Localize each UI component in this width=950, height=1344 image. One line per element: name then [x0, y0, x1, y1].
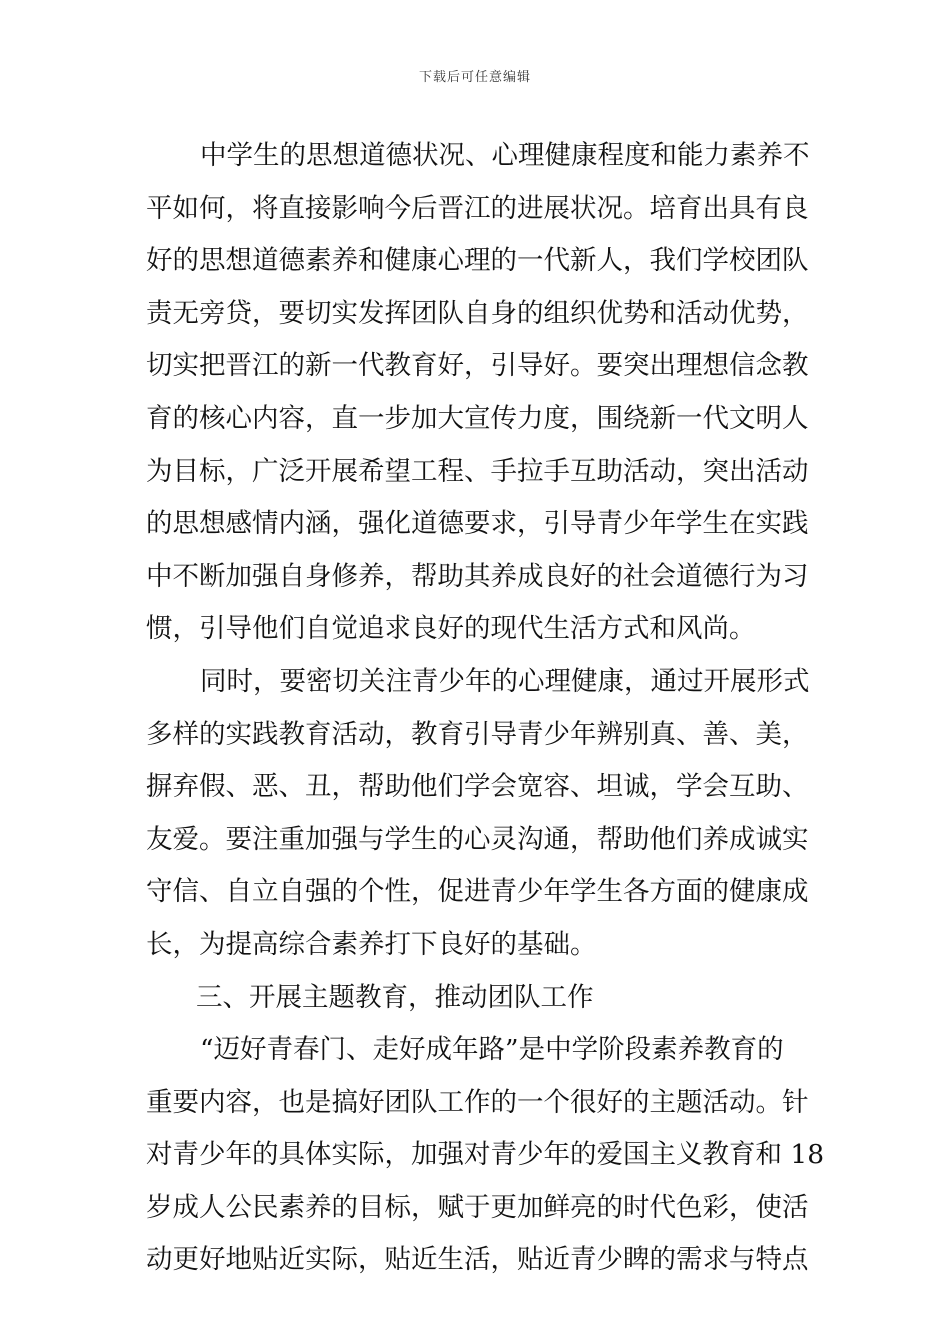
text-line: 中不断加强自身修养，帮助其养成良好的社会道德行为习 — [146, 560, 809, 592]
paragraph-2 — [146, 656, 808, 972]
text-line: 育的核心内容，直一步加大宣传力度，围绕新一代文明人 — [146, 402, 809, 434]
text-line: “迈好青春门、走好成年路”是中学阶段素养教育的 — [200, 1034, 784, 1066]
text-line: 多样的实践教育活动，教育引导青少年辨别真、善、美， — [146, 718, 809, 750]
text-line: 守信、自立自强的个性，促进青少年学生各方面的健康成 — [146, 876, 809, 908]
document-body — [146, 130, 825, 1287]
text-line: 长，为提高综合素养打下良好的基础。 — [146, 928, 597, 960]
text-line: 的思想感情内涵，强化道德要求，引导青少年学生在实践 — [146, 508, 809, 540]
text-line: 好的思想道德素养和健康心理的一代新人，我们学校团队 — [146, 245, 809, 277]
paragraph-3 — [146, 1024, 825, 1287]
text-line: 动更好地贴近实际，贴近生活，贴近青少睥的需求与特点 — [146, 1244, 809, 1276]
section-heading-text: 三、开展主题教育，推动团队工作 — [196, 981, 594, 1013]
text-line: 摒弃假、恶、丑，帮助他们学会宽容、坦诚，学会互助、 — [146, 771, 809, 803]
text-line: 切实把晋江的新一代教育好，引导好。要突出理想信念教 — [146, 350, 809, 382]
text-line: 重要内容，也是搞好团队工作的一个很好的主题活动。针 — [146, 1086, 809, 1118]
paragraph-1 — [146, 130, 808, 656]
text-line: 为目标，广泛开展希望工程、手拉手互助活动，突出活动 — [146, 455, 809, 487]
text-line: 平如何，将直接影响今后晋江的进展状况。培育出具有良 — [146, 192, 809, 224]
text-line: 中学生的思想道德状况、心理健康程度和能力素养不 — [200, 140, 810, 171]
text-line: 惯，引导他们自觉追求良好的现代生活方式和风尚。 — [146, 613, 756, 645]
text-line: 对青少年的具体实际，加强对青少年的爱国主义教育和 18 — [146, 1139, 825, 1171]
text-line: 友爱。要注重加强与学生的心灵沟通，帮助他们养成诚实 — [146, 823, 809, 855]
page-header-note: 下载后可任意编辑 — [418, 70, 531, 85]
section-heading — [146, 972, 808, 1025]
text-line: 岁成人公民素养的目标，赋于更加鲜亮的时代色彩，使活 — [146, 1191, 809, 1223]
text-line: 同时，要密切关注青少年的心理健康，通过开展形式 — [200, 665, 810, 697]
text-line: 责无旁贷，要切实发挥团队自身的组织优势和活动优势， — [146, 297, 809, 329]
